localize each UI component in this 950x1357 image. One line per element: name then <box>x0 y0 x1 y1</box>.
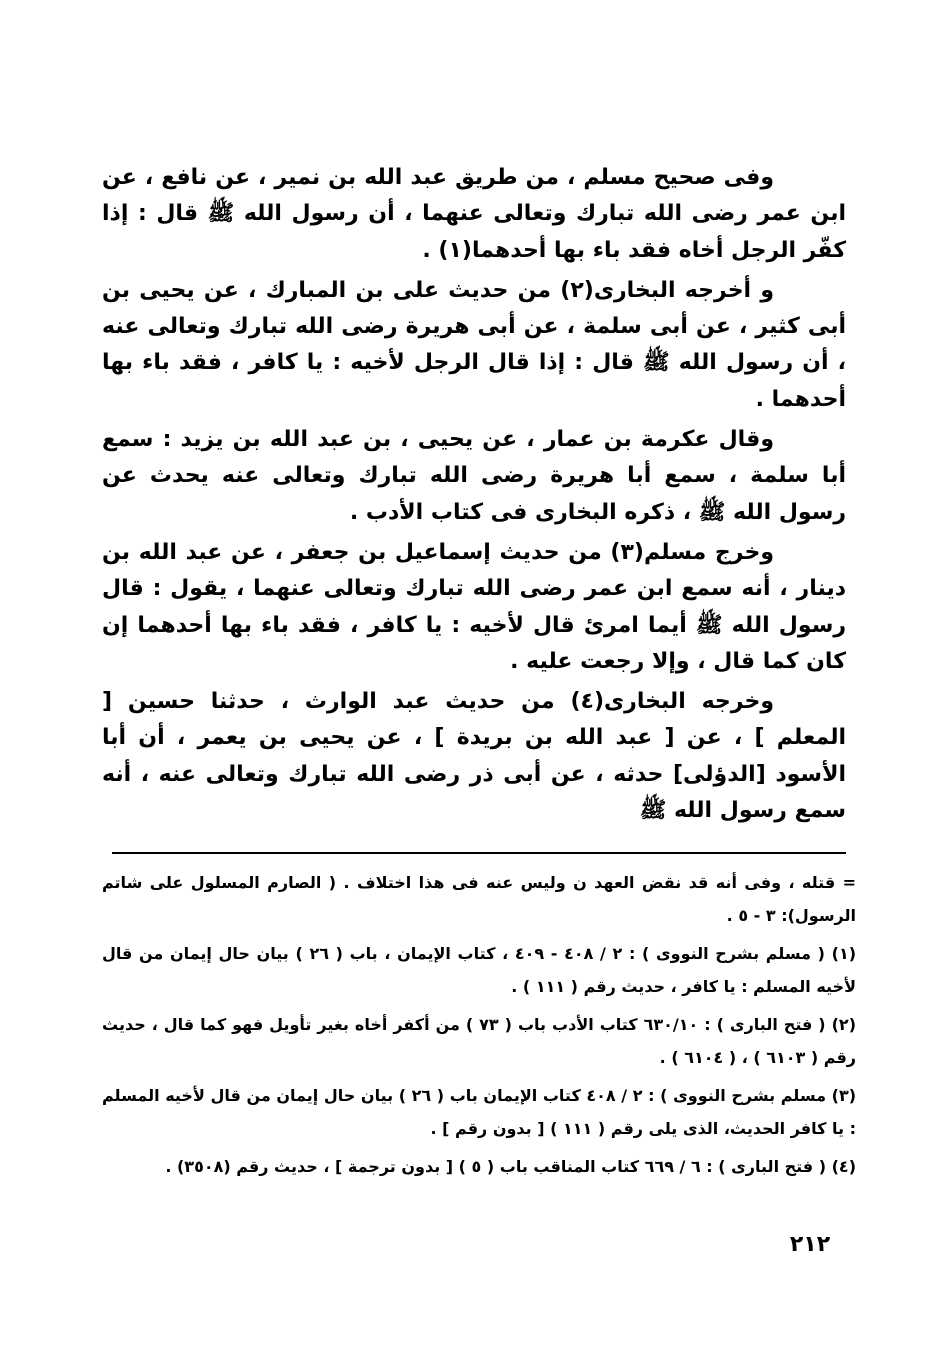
paragraph-4: وخرج مسلم(٣) من حديث إسماعيل بن جعفر ، عن عبد الله بن دينار ، أنه سمع ابن عمر رضى الله تبارك وتعالى عنهما ، يقول : قال رسول الله ﷺ أيما امرئ قال لأخيه : يا كافر ، فقد باء بها أحدهما إن كان كما قال ، وإلا رجعت عليه . <box>102 539 846 674</box>
footnote-4: (٤) ( فتح البارى ) : ٦ / ٦٦٩ كتاب المناقب باب ( ٥ ) [ بدون ترجمة ] ، حديث رقم (٣٥٠٨) . <box>165 1157 856 1176</box>
footnote-continuation: = قتله ، وفى أنه قد نقض العهد ن وليس عنه فى هذا اختلاف . ( الصارم المسلول على شاتم الرسول): ٣ - ٥ . <box>102 873 856 925</box>
footnote-3: (٣) مسلم بشرح النووى ) : ٢ / ٤٠٨ كتاب الإيمان باب ( ٢٦ ) بيان حال إيمان من قال لأخيه المسلم : يا كافر الحديث، الذى يلى رقم ( ١١١ ) [ بدون رقم ] . <box>102 1086 857 1138</box>
footnote-2: (٢) ( فتح البارى ) : ٦٣٠/١٠ كتاب الأدب باب ( ٧٣ ) من أكفر أخاه بغير تأويل فهو كما قال ، حديث رقم ( ٦١٠٣ ) ، ( ٦١٠٤ ) . <box>102 1015 856 1067</box>
paragraph-2: و أخرجه البخارى(٢) من حديث على بن المبارك ، عن يحيى بن أبى كثير ، عن أبى سلمة ، عن أبى هريرة رضى الله تبارك وتعالى عنه ، أن رسول الله ﷺ قال : إذا قال الرجل لأخيه : يا كافر ، فقد باء بها أحدهما . <box>102 277 846 412</box>
paragraph-1: وفى صحيح مسلم ، من طريق عبد الله بن نمير ، عن نافع ، عن ابن عمر رضى الله تبارك وتعالى عنهما ، أن رسول الله ﷺ قال : إذا كفّر الرجل أخاه فقد باء بها أحدهما(١) . <box>102 165 846 263</box>
footnote-1: (١) ( مسلم بشرح النووى ) : ٢ / ٤٠٨ - ٤٠٩ ، كتاب الإيمان ، باب ( ٢٦ ) بيان حال إيمان من قال لأخيه المسلم : يا كافر ، حديث رقم ( ١١١ ) . <box>102 944 857 996</box>
paragraph-3: وقال عكرمة بن عمار ، عن يحيى ، بن عبد الله بن يزيد : سمع أبا سلمة ، سمع أبا هريرة رضى الله تبارك وتعالى عنه يحدث عن رسول الله ﷺ ، ذكره البخارى فى كتاب الأدب . <box>102 427 846 525</box>
page-number: ٢١٢ <box>789 1232 831 1257</box>
body-text <box>102 160 846 833</box>
footnote-separator <box>112 852 846 854</box>
footnotes <box>102 866 856 1188</box>
paragraph-5: وخرجه البخارى(٤) من حديث عبد الوارث ، حدثنا حسين [ المعلم ] ، عن [ عبد الله بن بريدة ] ، عن يحيى بن يعمر ، أن أبا الأسود [الدؤلى] حدثه ، عن أبى ذر رضى الله تبارك وتعالى عنه ، أنه سمع رسول الله ﷺ <box>102 689 846 824</box>
